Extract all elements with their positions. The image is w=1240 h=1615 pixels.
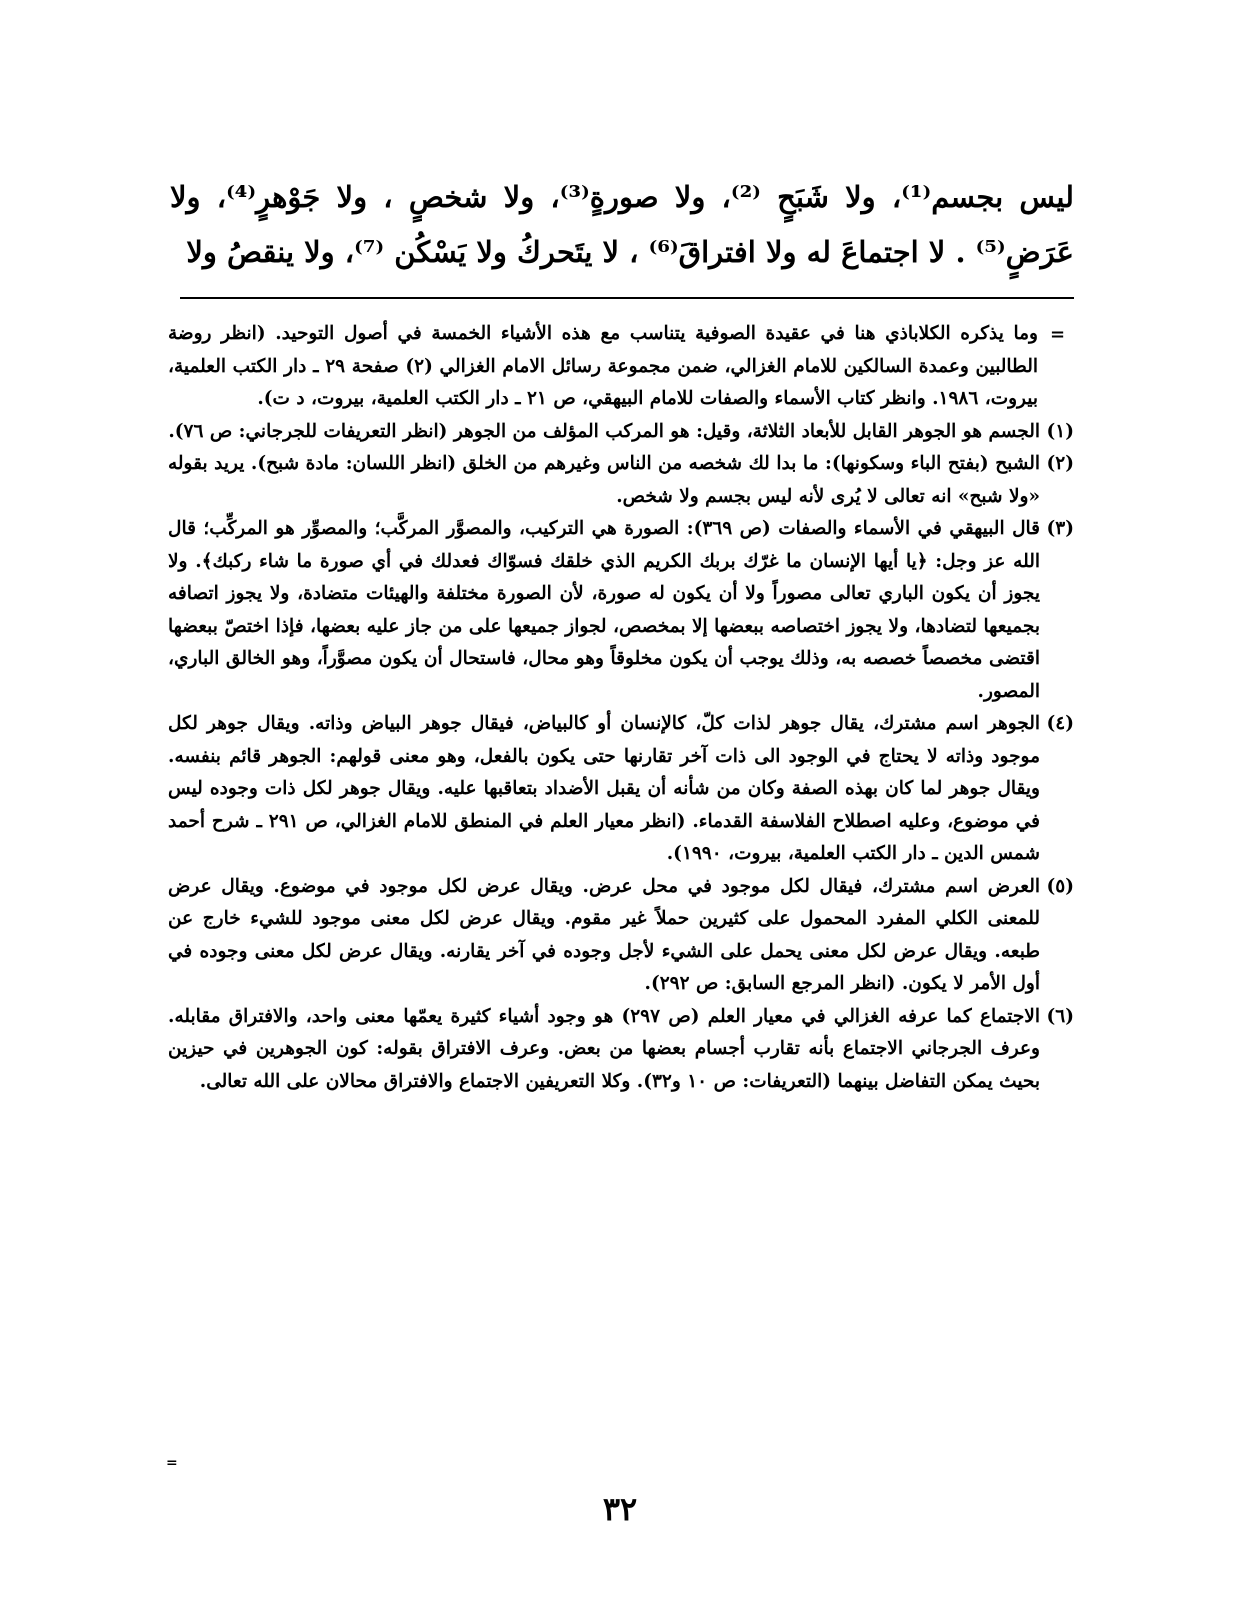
page-number: ٣٢ (602, 1490, 638, 1528)
footnote-text: العرض اسم مشترك، فيقال لكل موجود في محل عرض. ويقال عرض لكل موجود في موضوع. ويقال عرض للمعنى الكلي المفرد المحمول على كثيرين حملاً غير مقوم. ويقال عرض لكل معنى موجود للشيء خارج عن طبعه. ويقال عرض لكل معنى يحمل على الشيء لأجل وجوده في آخر يقارنه. ويقال عرض لكل معنى وجوده في أول الأمر لا يكون. (انظر المرجع السابق: ص ٢٩٢). (168, 875, 1040, 994)
footnote-separator-line (180, 297, 1074, 299)
footnote-text: الجسم هو الجوهر القابل للأبعاد الثلاثة، وقيل: هو المركب المؤلف من الجوهر (انظر التعريفات للجرجاني: ص ٧٦). (168, 420, 1040, 442)
footnote-5 (168, 871, 1074, 1001)
footnote-1 (168, 416, 1074, 449)
footnote-6 (168, 1001, 1074, 1099)
footnote-number: (٥) (1046, 875, 1074, 897)
footnote-number: (١) (1046, 420, 1074, 442)
footnote-4 (168, 708, 1074, 871)
footnote-2 (168, 448, 1074, 513)
footnote-number: (٦) (1046, 1005, 1074, 1027)
footnote-text: الشبح (بفتح الباء وسكونها): ما بدا لك شخصه من الناس وغيرهم من الخلق (انظر اللسان: مادة شبح). يريد بقوله «ولا شبح» انه تعالى لا يُرى لأنه ليس بجسم ولا شخص. (168, 453, 1040, 507)
intro-footnote: وما يذكره الكلاباذي هنا في عقيدة الصوفية يتناسب مع هذه الأشياء الخمسة في أصول التوحيد. (انظر روضة الطالبين وعمدة السالكين للامام الغزالي، ضمن مجموعة رسائل الامام الغزالي (٢) صفحة ٢٩ ـ دار الكتب العلمية، بيروت، ١٩٨٦. وانظر كتاب الأسماء والصفات للامام البيهقي، ص ٢١ ـ دار الكتب العلمية، بيروت، د ت). (168, 323, 1039, 409)
footnote-text: الجوهر اسم مشترك، يقال جوهر لذات كلّ، كالإنسان أو كالبياض، فيقال جوهر البياض وذاته. ويقال جوهر لكل موجود وذاته لا يحتاج في الوجود الى ذات آخر تقارنها حتى يكون بالفعل، وهو معنى قولهم: الجوهر قائم بنفسه. ويقال جوهر لما كان بهذه الصفة وكان من شأنه أن يقبل الأضداد بتعاقبها عليه. ويقال جوهر لكل ذات وجوده ليس في موضوع، وعليه اصطلاح الفلاسفة القدماء. (انظر معيار العلم في المنطق للامام الغزالي، ص ٢٩١ ـ شرح أحمد شمس الدين ـ دار الكتب العلمية، بيروت، ١٩٩٠). (168, 713, 1040, 864)
footnote-text: قال البيهقي في الأسماء والصفات (ص ٣٦٩): الصورة هي التركيب، والمصوَّر المركَّب؛ والمصوِّر هو المركِّب؛ قال الله عز وجل: ﴿يا أيها الإنسان ما غرّك بربك الكريم الذي خلقك فسوّاك فعدلك في أي صورة ما شاء ركبك﴾. ولا يجوز أن يكون الباري تعالى مصوراً ولا أن يكون له صورة، لأن الصورة مختلفة والهيئات متضادة، ولا يجوز اتصافه بجميعها لتضادها، ولا يجوز اختصاصه ببعضها إلا بمخصص، لجواز جميعها على من جاز عليه بعضها، فإذا اختصّ ببعضها اقتضى مخصصاً خصصه به، وذلك يوجب أن يكون مخلوقاً وهو محال، فاستحال أن يكون مصوَّراً، وهو الخالق الباري، المصور. (168, 518, 1040, 702)
footnote-text: الاجتماع كما عرفه الغزالي في معيار العلم (ص ٢٩٧) هو وجود أشياء كثيرة يعمّها معنى واحد، والافتراق مقابله. وعرف الجرجاني الاجتماع بأنه تقارب أجسام بعضها من بعض. وعرف الافتراق بقوله: كون الجوهرين في حيزين بحيث يمكن التفاضل بينهما (التعريفات: ص ١٠ و٣٢). وكلا التعريفين الاجتماع والافتراق محالان على الله تعالى. (168, 1005, 1040, 1092)
main-text-paragraph: ليس بجسم⁽¹⁾، ولا شَبَحٍ ⁽²⁾، ولا صورةٍ⁽³⁾، ولا شخصٍ ، ولا جَوْهرٍ⁽⁴⁾، ولا عَرَضٍ⁽⁵⁾ . لا اجتماعَ له ولا افتراقَ⁽⁶⁾ ، لا يتَحركُ ولا يَسْكُن ⁽⁷⁾، ولا ينقصُ ولا (170, 180, 1074, 269)
footnote-number: (٢) (1046, 453, 1074, 474)
footnote-number: (٤) (1046, 713, 1074, 734)
footnote-3 (168, 513, 1074, 708)
margin-mark: = (166, 1455, 178, 1471)
footnotes-section (168, 318, 1074, 1098)
footnote-number: (٣) (1046, 518, 1074, 539)
continuation-mark: = (1050, 324, 1066, 345)
